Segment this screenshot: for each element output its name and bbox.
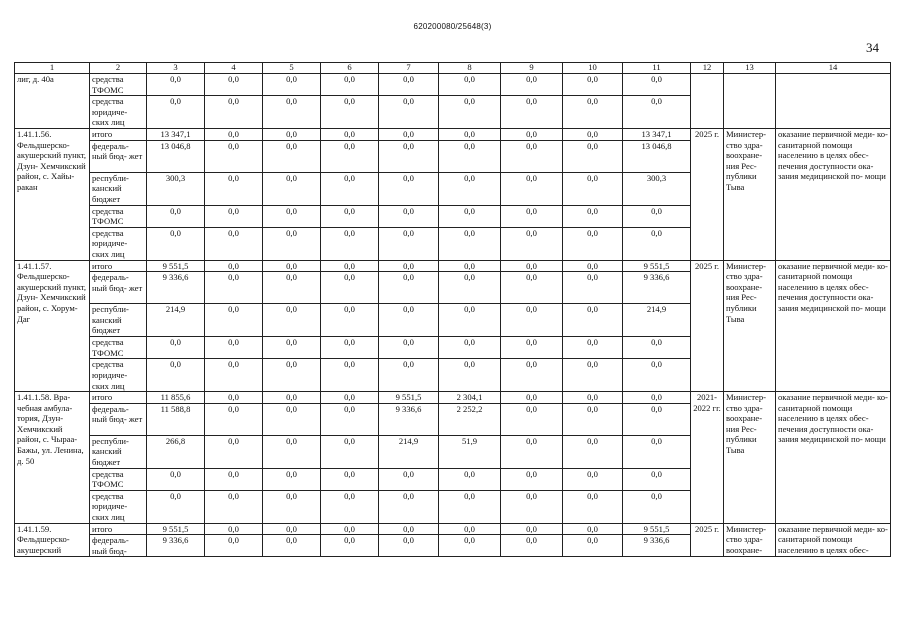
amount-cell: 0,0 bbox=[263, 435, 321, 468]
amount-cell: 9 336,6 bbox=[379, 403, 439, 435]
amount-cell: 0,0 bbox=[321, 523, 379, 535]
amount-cell: 0,0 bbox=[501, 392, 563, 404]
amount-cell: 0,0 bbox=[623, 96, 691, 129]
amount-cell: 0,0 bbox=[501, 337, 563, 359]
column-number: 5 bbox=[263, 63, 321, 74]
completion-year: 2025 г. bbox=[691, 128, 724, 260]
amount-cell: 0,0 bbox=[563, 227, 623, 260]
object-name: 1.41.1.57. Фельдшерско- акушерский пункт, Дзун- Хемчикский район, с. Хорум- Даг bbox=[15, 260, 90, 392]
amount-cell: 0,0 bbox=[263, 403, 321, 435]
amount-cell: 0,0 bbox=[439, 535, 501, 557]
completion-year: 2025 г. bbox=[691, 523, 724, 557]
amount-cell: 0,0 bbox=[205, 468, 263, 490]
amount-cell: 0,0 bbox=[623, 74, 691, 96]
amount-cell: 0,0 bbox=[439, 74, 501, 96]
amount-cell: 0,0 bbox=[147, 490, 205, 523]
amount-cell: 0,0 bbox=[263, 128, 321, 140]
amount-cell: 0,0 bbox=[501, 359, 563, 392]
amount-cell: 0,0 bbox=[379, 74, 439, 96]
amount-cell: 0,0 bbox=[623, 337, 691, 359]
amount-cell: 0,0 bbox=[379, 272, 439, 304]
amount-cell: 0,0 bbox=[623, 392, 691, 404]
amount-cell: 0,0 bbox=[501, 490, 563, 523]
amount-cell: 0,0 bbox=[321, 304, 379, 337]
funding-source: итого bbox=[90, 523, 147, 535]
amount-cell: 9 336,6 bbox=[147, 535, 205, 557]
amount-cell: 9 551,5 bbox=[379, 392, 439, 404]
amount-cell: 0,0 bbox=[321, 128, 379, 140]
amount-cell: 0,0 bbox=[623, 490, 691, 523]
amount-cell: 0,0 bbox=[263, 359, 321, 392]
column-number: 6 bbox=[321, 63, 379, 74]
goal: оказание первичной меди- ко-санитарной помощи населению в целях обес- печения доступности ока- зания медицинской по- мощи bbox=[776, 392, 891, 524]
amount-cell: 0,0 bbox=[563, 272, 623, 304]
amount-cell: 0,0 bbox=[379, 468, 439, 490]
amount-cell: 0,0 bbox=[263, 172, 321, 205]
amount-cell: 11 588,8 bbox=[147, 403, 205, 435]
amount-cell: 0,0 bbox=[321, 392, 379, 404]
amount-cell: 0,0 bbox=[321, 96, 379, 129]
budget-table bbox=[14, 62, 891, 557]
amount-cell: 0,0 bbox=[501, 435, 563, 468]
amount-cell: 0,0 bbox=[563, 304, 623, 337]
column-number: 1 bbox=[15, 63, 90, 74]
amount-cell: 0,0 bbox=[205, 523, 263, 535]
completion-year bbox=[691, 74, 724, 129]
amount-cell: 0,0 bbox=[439, 523, 501, 535]
funding-source: средства юридиче- ских лиц bbox=[90, 96, 147, 129]
amount-cell: 0,0 bbox=[439, 337, 501, 359]
amount-cell: 0,0 bbox=[501, 403, 563, 435]
goal: оказание первичной меди- ко-санитарной помощи населению в целях обес- печения доступности ока- зания медицинской по- мощи bbox=[776, 260, 891, 392]
amount-cell: 0,0 bbox=[563, 96, 623, 129]
amount-cell: 0,0 bbox=[321, 403, 379, 435]
executor: Министер- ство здра- воохране- bbox=[724, 523, 776, 557]
amount-cell: 0,0 bbox=[263, 523, 321, 535]
amount-cell: 0,0 bbox=[563, 140, 623, 172]
amount-cell: 0,0 bbox=[263, 392, 321, 404]
amount-cell: 0,0 bbox=[379, 260, 439, 272]
amount-cell: 0,0 bbox=[379, 172, 439, 205]
table-row bbox=[15, 260, 891, 272]
amount-cell: 0,0 bbox=[623, 468, 691, 490]
amount-cell: 0,0 bbox=[263, 140, 321, 172]
amount-cell: 0,0 bbox=[321, 205, 379, 227]
amount-cell: 0,0 bbox=[623, 435, 691, 468]
funding-source: федераль- ный бюд- жет bbox=[90, 140, 147, 172]
amount-cell: 9 336,6 bbox=[147, 272, 205, 304]
amount-cell: 0,0 bbox=[563, 523, 623, 535]
amount-cell: 214,9 bbox=[623, 304, 691, 337]
table-body bbox=[15, 74, 891, 557]
amount-cell: 13 347,1 bbox=[623, 128, 691, 140]
amount-cell: 0,0 bbox=[501, 260, 563, 272]
funding-source: итого bbox=[90, 260, 147, 272]
amount-cell: 0,0 bbox=[147, 227, 205, 260]
amount-cell: 0,0 bbox=[501, 272, 563, 304]
amount-cell: 0,0 bbox=[263, 96, 321, 129]
amount-cell: 0,0 bbox=[439, 490, 501, 523]
amount-cell: 2 252,2 bbox=[439, 403, 501, 435]
amount-cell: 0,0 bbox=[563, 172, 623, 205]
amount-cell: 0,0 bbox=[379, 490, 439, 523]
amount-cell: 11 855,6 bbox=[147, 392, 205, 404]
amount-cell: 0,0 bbox=[563, 359, 623, 392]
funding-source: республи- канский бюджет bbox=[90, 172, 147, 205]
funding-source: республи- канский бюджет bbox=[90, 304, 147, 337]
column-number: 8 bbox=[439, 63, 501, 74]
funding-source: средства ТФОМС bbox=[90, 74, 147, 96]
amount-cell: 0,0 bbox=[321, 172, 379, 205]
column-number: 9 bbox=[501, 63, 563, 74]
amount-cell: 0,0 bbox=[439, 227, 501, 260]
amount-cell: 0,0 bbox=[263, 272, 321, 304]
amount-cell: 0,0 bbox=[623, 205, 691, 227]
column-number: 7 bbox=[379, 63, 439, 74]
page-number: 34 bbox=[866, 40, 879, 55]
amount-cell: 0,0 bbox=[205, 359, 263, 392]
table-row bbox=[15, 74, 891, 96]
amount-cell: 0,0 bbox=[623, 227, 691, 260]
amount-cell: 0,0 bbox=[321, 260, 379, 272]
amount-cell: 0,0 bbox=[205, 140, 263, 172]
amount-cell: 0,0 bbox=[501, 304, 563, 337]
amount-cell: 0,0 bbox=[379, 140, 439, 172]
amount-cell: 0,0 bbox=[263, 304, 321, 337]
amount-cell: 0,0 bbox=[439, 96, 501, 129]
executor: Министер- ство здра- воохране- ния Рес- публики Тыва bbox=[724, 128, 776, 260]
amount-cell: 0,0 bbox=[321, 272, 379, 304]
amount-cell: 0,0 bbox=[263, 490, 321, 523]
amount-cell: 0,0 bbox=[439, 128, 501, 140]
amount-cell: 0,0 bbox=[205, 392, 263, 404]
amount-cell: 0,0 bbox=[205, 403, 263, 435]
amount-cell: 0,0 bbox=[623, 403, 691, 435]
amount-cell: 0,0 bbox=[205, 304, 263, 337]
amount-cell: 0,0 bbox=[439, 468, 501, 490]
column-number: 13 bbox=[724, 63, 776, 74]
table-row bbox=[15, 523, 891, 535]
amount-cell: 0,0 bbox=[379, 96, 439, 129]
table-row bbox=[15, 128, 891, 140]
amount-cell: 9 336,6 bbox=[623, 535, 691, 557]
amount-cell: 0,0 bbox=[501, 535, 563, 557]
funding-source: федераль- ный бюд- bbox=[90, 535, 147, 557]
amount-cell: 0,0 bbox=[439, 272, 501, 304]
amount-cell: 0,0 bbox=[439, 304, 501, 337]
amount-cell: 0,0 bbox=[147, 468, 205, 490]
amount-cell: 0,0 bbox=[205, 337, 263, 359]
amount-cell: 0,0 bbox=[263, 468, 321, 490]
executor: Министер- ство здра- воохране- ния Рес- публики Тыва bbox=[724, 260, 776, 392]
goal: оказание первичной меди- ко-санитарной помощи населению в целях обес- печения доступности ока- зания медицинской по- мощи bbox=[776, 128, 891, 260]
amount-cell: 0,0 bbox=[563, 435, 623, 468]
object-name: лиг, д. 40а bbox=[15, 74, 90, 129]
amount-cell: 0,0 bbox=[501, 205, 563, 227]
amount-cell: 0,0 bbox=[439, 359, 501, 392]
amount-cell: 13 046,8 bbox=[623, 140, 691, 172]
amount-cell: 0,0 bbox=[321, 535, 379, 557]
amount-cell: 0,0 bbox=[563, 128, 623, 140]
amount-cell: 214,9 bbox=[147, 304, 205, 337]
amount-cell: 13 046,8 bbox=[147, 140, 205, 172]
amount-cell: 9 551,5 bbox=[623, 260, 691, 272]
amount-cell: 0,0 bbox=[563, 260, 623, 272]
amount-cell: 0,0 bbox=[501, 140, 563, 172]
amount-cell: 0,0 bbox=[563, 392, 623, 404]
amount-cell: 0,0 bbox=[321, 359, 379, 392]
amount-cell: 13 347,1 bbox=[147, 128, 205, 140]
amount-cell: 214,9 bbox=[379, 435, 439, 468]
amount-cell: 0,0 bbox=[563, 205, 623, 227]
amount-cell: 0,0 bbox=[321, 74, 379, 96]
amount-cell: 0,0 bbox=[379, 128, 439, 140]
funding-source: федераль- ный бюд- жет bbox=[90, 403, 147, 435]
funding-source: федераль- ный бюд- жет bbox=[90, 272, 147, 304]
amount-cell: 0,0 bbox=[379, 337, 439, 359]
amount-cell: 51,9 bbox=[439, 435, 501, 468]
amount-cell: 0,0 bbox=[205, 172, 263, 205]
executor: Министер- ство здра- воохране- ния Рес- публики Тыва bbox=[724, 392, 776, 524]
amount-cell: 0,0 bbox=[439, 140, 501, 172]
amount-cell: 0,0 bbox=[147, 359, 205, 392]
amount-cell: 0,0 bbox=[379, 523, 439, 535]
amount-cell: 0,0 bbox=[205, 435, 263, 468]
amount-cell: 2 304,1 bbox=[439, 392, 501, 404]
completion-year: 2021- 2022 гг. bbox=[691, 392, 724, 524]
funding-source: средства юридиче- ских лиц bbox=[90, 490, 147, 523]
amount-cell: 266,8 bbox=[147, 435, 205, 468]
amount-cell: 0,0 bbox=[263, 337, 321, 359]
amount-cell: 0,0 bbox=[501, 128, 563, 140]
amount-cell: 0,0 bbox=[263, 74, 321, 96]
funding-source: средства юридиче- ских лиц bbox=[90, 359, 147, 392]
column-number: 3 bbox=[147, 63, 205, 74]
amount-cell: 0,0 bbox=[379, 535, 439, 557]
amount-cell: 9 551,5 bbox=[147, 260, 205, 272]
amount-cell: 0,0 bbox=[321, 435, 379, 468]
funding-source: итого bbox=[90, 128, 147, 140]
amount-cell: 0,0 bbox=[379, 227, 439, 260]
amount-cell: 0,0 bbox=[563, 74, 623, 96]
funding-source: средства ТФОМС bbox=[90, 468, 147, 490]
completion-year: 2025 г. bbox=[691, 260, 724, 392]
amount-cell: 0,0 bbox=[563, 490, 623, 523]
amount-cell: 300,3 bbox=[623, 172, 691, 205]
amount-cell: 0,0 bbox=[205, 535, 263, 557]
column-number: 14 bbox=[776, 63, 891, 74]
amount-cell: 0,0 bbox=[501, 227, 563, 260]
column-number: 12 bbox=[691, 63, 724, 74]
table-row bbox=[15, 392, 891, 404]
amount-cell: 0,0 bbox=[379, 205, 439, 227]
amount-cell: 0,0 bbox=[501, 172, 563, 205]
amount-cell: 0,0 bbox=[263, 535, 321, 557]
amount-cell: 0,0 bbox=[563, 535, 623, 557]
amount-cell: 0,0 bbox=[501, 96, 563, 129]
amount-cell: 0,0 bbox=[205, 490, 263, 523]
amount-cell: 0,0 bbox=[501, 523, 563, 535]
amount-cell: 0,0 bbox=[379, 304, 439, 337]
executor bbox=[724, 74, 776, 129]
amount-cell: 9 551,5 bbox=[623, 523, 691, 535]
column-numbers-header bbox=[15, 63, 891, 74]
amount-cell: 0,0 bbox=[205, 260, 263, 272]
goal: оказание первичной меди- ко-санитарной помощи населению в целях обес- bbox=[776, 523, 891, 557]
amount-cell: 9 336,6 bbox=[623, 272, 691, 304]
amount-cell: 0,0 bbox=[563, 468, 623, 490]
amount-cell: 0,0 bbox=[205, 272, 263, 304]
amount-cell: 0,0 bbox=[379, 359, 439, 392]
column-number: 11 bbox=[623, 63, 691, 74]
object-name: 1.41.1.59. Фельдшерско- акушерский bbox=[15, 523, 90, 557]
amount-cell: 0,0 bbox=[205, 96, 263, 129]
amount-cell: 0,0 bbox=[263, 260, 321, 272]
amount-cell: 0,0 bbox=[623, 359, 691, 392]
goal bbox=[776, 74, 891, 129]
amount-cell: 0,0 bbox=[439, 205, 501, 227]
column-number: 2 bbox=[90, 63, 147, 74]
amount-cell: 0,0 bbox=[205, 128, 263, 140]
column-number: 4 bbox=[205, 63, 263, 74]
amount-cell: 0,0 bbox=[321, 337, 379, 359]
funding-source: итого bbox=[90, 392, 147, 404]
column-number: 10 bbox=[563, 63, 623, 74]
amount-cell: 0,0 bbox=[439, 260, 501, 272]
funding-source: республи- канский бюджет bbox=[90, 435, 147, 468]
funding-source: средства ТФОМС bbox=[90, 205, 147, 227]
amount-cell: 9 551,5 bbox=[147, 523, 205, 535]
amount-cell: 0,0 bbox=[147, 96, 205, 129]
amount-cell: 0,0 bbox=[147, 74, 205, 96]
amount-cell: 0,0 bbox=[501, 468, 563, 490]
amount-cell: 0,0 bbox=[321, 227, 379, 260]
amount-cell: 0,0 bbox=[205, 205, 263, 227]
amount-cell: 0,0 bbox=[439, 172, 501, 205]
amount-cell: 0,0 bbox=[501, 74, 563, 96]
amount-cell: 300,3 bbox=[147, 172, 205, 205]
amount-cell: 0,0 bbox=[321, 140, 379, 172]
amount-cell: 0,0 bbox=[321, 490, 379, 523]
object-name: 1.41.1.58. Вра- чебная амбула- тория, Дзун- Хемчикский район, с. Чыраа- Бажы, ул. Ленина, д. 50 bbox=[15, 392, 90, 524]
amount-cell: 0,0 bbox=[147, 337, 205, 359]
amount-cell: 0,0 bbox=[263, 205, 321, 227]
funding-source: средства юридиче- ских лиц bbox=[90, 227, 147, 260]
amount-cell: 0,0 bbox=[563, 337, 623, 359]
object-name: 1.41.1.56. Фельдшерско- акушерский пункт, Дзун- Хемчикский район, с. Хайы- ракан bbox=[15, 128, 90, 260]
amount-cell: 0,0 bbox=[205, 227, 263, 260]
amount-cell: 0,0 bbox=[563, 403, 623, 435]
funding-source: средства ТФОМС bbox=[90, 337, 147, 359]
amount-cell: 0,0 bbox=[263, 227, 321, 260]
amount-cell: 0,0 bbox=[321, 468, 379, 490]
amount-cell: 0,0 bbox=[205, 74, 263, 96]
document-id: 620200080/25648(3) bbox=[413, 22, 492, 31]
amount-cell: 0,0 bbox=[147, 205, 205, 227]
